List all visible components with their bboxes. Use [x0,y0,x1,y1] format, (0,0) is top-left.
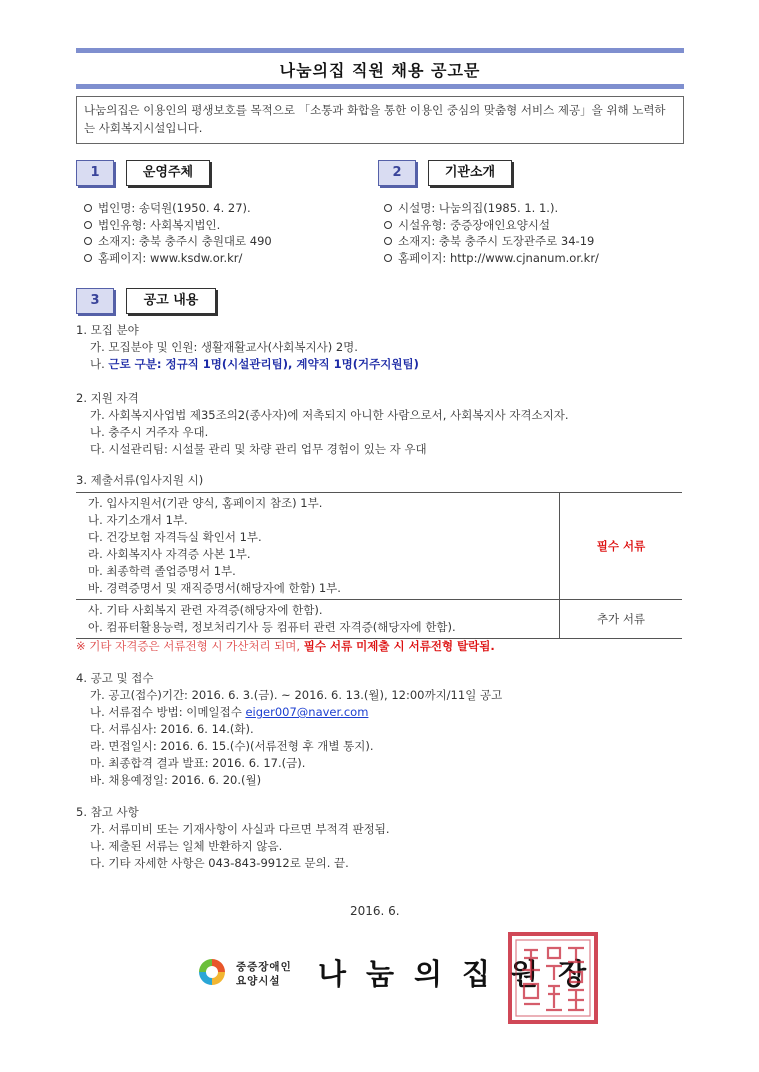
qualification-item: 나. 충주시 거주자 우대. [90,425,209,439]
institution-list [384,200,599,266]
section-2-title: 기관소개 [428,160,512,186]
page-title: 나눔의집 직원 채용 공고문 [279,61,481,80]
organization-type: 중증장애인 요양시설 [236,961,292,987]
qualification-item: 가. 사회복지사업법 제35조의2(종사자)에 저촉되지 아니한 사람으로서, 사회복지사 자격소지자. [90,408,569,422]
qualification-heading: 2. 지원 자격 [76,391,139,405]
organization-logo-icon [196,956,228,988]
notes-item: 가. 서류미비 또는 기재사항이 사실과 다르면 부적격 판정됨. [90,822,390,836]
required-documents-cell: 가. 입사지원서(기관 양식, 홈페이지 참조) 1부. 나. 자기소개서 1부. 다. 건강보험 자격득실 확인서 1부. 라. 사회복지사 자격증 사본 1부. 마. 최종학력 졸업증명서 1부. 바. 경력증명서 및 재직증명서(해당자에 한함) 1부. [76,493,560,600]
list-item: 법인유형: 사회복지법인. [84,217,272,234]
bullet-circle-icon [384,237,392,245]
email-link[interactable]: eiger007@naver.com [245,705,369,719]
notes-item: 나. 제출된 서류는 일체 반환하지 않음. [90,839,283,853]
bullet-circle-icon [84,237,92,245]
additional-documents-cell: 사. 기타 사회복지 관련 자격증(해당자에 한함). 아. 컴퓨터활용능력, 정보처리기사 등 컴퓨터 관련 자격증(해당자에 한함). [76,600,560,639]
list-item: 시설명: 나눔의집(1985. 1. 1.). [384,200,599,217]
notes-heading: 5. 참고 사항 [76,805,139,819]
recruit-block [76,322,419,373]
title-underline-bar [76,84,684,89]
document-date: 2016. 6. [350,904,400,918]
qualification-block [76,390,569,458]
list-item: 홈페이지: www.ksdw.or.kr/ [84,250,272,267]
recruit-item-a: 가. 모집분야 및 인원: 생활재활교사(사회복지사) 2명. [90,340,358,354]
list-item: 소재지: 충북 충주시 도장관주로 34-19 [384,233,599,250]
documents-note: ※ 기타 자격증은 서류전형 시 가산처리 되며, 필수 서류 미제출 시 서류전형 탈락됨. [76,639,495,653]
list-item: 홈페이지: http://www.cjnanum.or.kr/ [384,250,599,267]
section-2-number: 2 [378,160,416,186]
section-3-title: 공고 내용 [126,288,216,314]
required-documents-label: 필수 서류 [560,493,683,600]
official-seal-stamp-icon [506,930,600,1026]
table-row [76,493,682,600]
documents-table [76,492,682,639]
bullet-circle-icon [384,254,392,262]
qualification-item: 다. 시설관리팀: 시설물 관리 및 차량 관리 업무 경험이 있는 자 우대 [90,442,427,456]
table-row [76,600,682,639]
schedule-item: 가. 공고(접수)기간: 2016. 6. 3.(금). ~ 2016. 6. 13.(월), 12:00까지/11일 공고 [90,688,503,702]
documents-heading: 3. 제출서류(입사지원 시) [76,473,204,487]
list-item: 소재지: 충북 충주시 충원대로 490 [84,233,272,250]
schedule-item: 마. 최종합격 결과 발표: 2016. 6. 17.(금). [90,756,306,770]
recruit-heading: 1. 모집 분야 [76,323,139,337]
bullet-circle-icon [384,204,392,212]
bullet-circle-icon [84,254,92,262]
section-1-number: 1 [76,160,114,186]
list-item: 법인명: 송덕원(1950. 4. 27). [84,200,272,217]
section-3-number: 3 [76,288,114,314]
notes-block [76,804,390,872]
employment-type: 근로 구분: 정규직 1명(시설관리팀), 계약직 1명(거주지원팀) [108,357,419,371]
schedule-item: 나. 서류접수 방법: 이메일접수 eiger007@naver.com [90,705,369,719]
additional-documents-label: 추가 서류 [560,600,683,639]
schedule-block [76,670,502,789]
schedule-heading: 4. 공고 및 접수 [76,671,154,685]
schedule-item: 바. 채용예정일: 2016. 6. 20.(월) [90,773,262,787]
recruit-item-b: 나. 근로 구분: 정규직 1명(시설관리팀), 계약직 1명(거주지원팀) [90,357,419,371]
intro-box: 나눔의집은 이용인의 평생보호를 목적으로 「소통과 화합을 통한 이용인 중심의 맞춤형 서비스 제공」을 위해 노력하는 사회복지시설입니다. [76,96,684,144]
schedule-item: 라. 면접일시: 2016. 6. 15.(수)(서류전형 후 개별 통지). [90,739,374,753]
operator-list [84,200,272,266]
bullet-circle-icon [84,204,92,212]
list-item: 시설유형: 중증장애인요양시설 [384,217,599,234]
schedule-item: 다. 서류심사: 2016. 6. 14.(화). [90,722,254,736]
bullet-circle-icon [384,221,392,229]
section-1-title: 운영주체 [126,160,210,186]
top-accent-bar [76,48,684,53]
director-title: 나눔의집원장 [318,957,607,991]
notes-item: 다. 기타 자세한 사항은 043-843-9912로 문의. 끝. [90,856,349,870]
bullet-circle-icon [84,221,92,229]
